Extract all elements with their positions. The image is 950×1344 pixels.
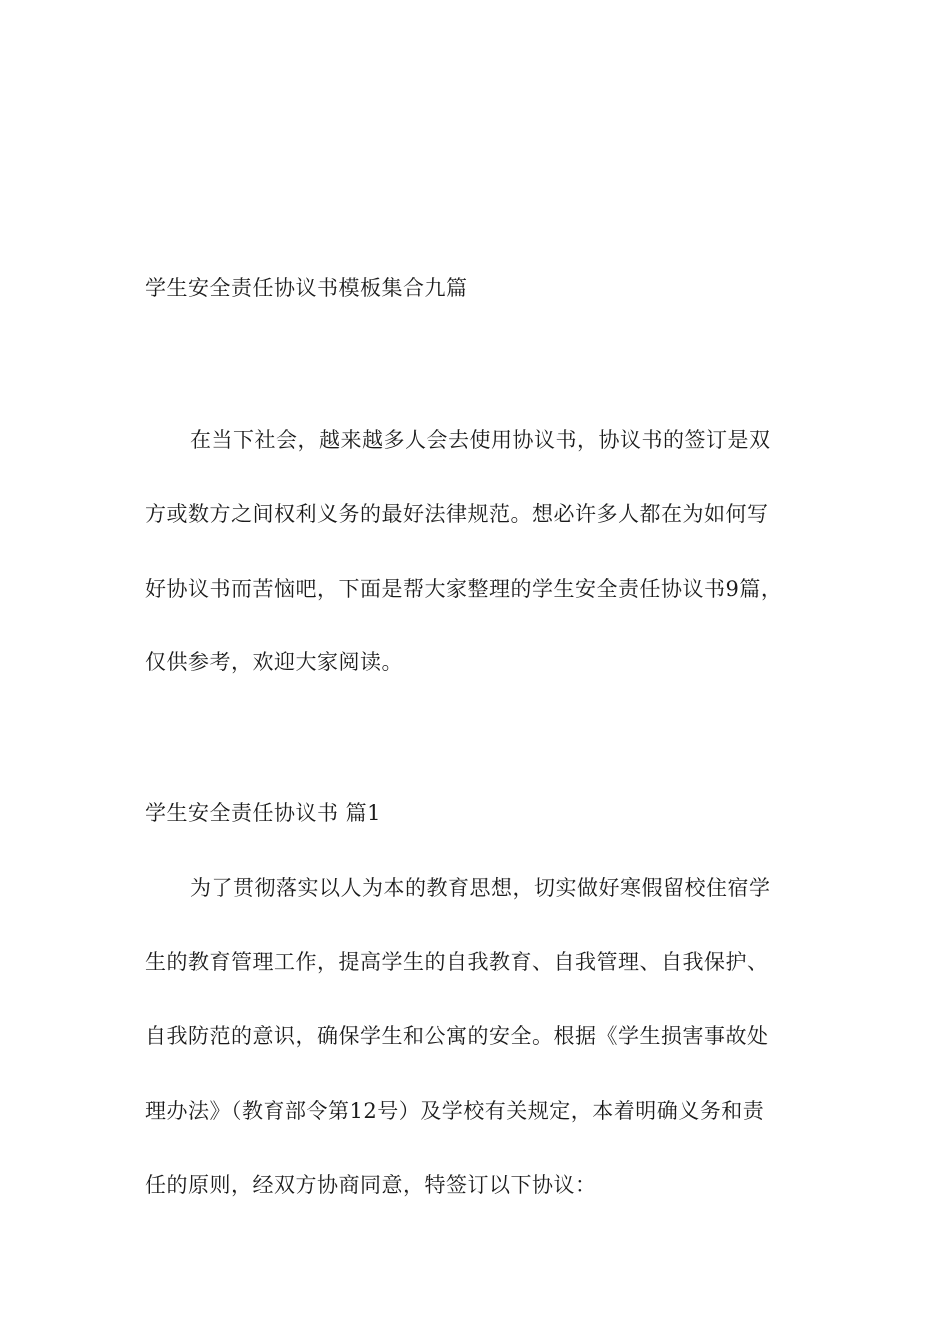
document-title: 学生安全责任协议书模板集合九篇 [145,276,468,300]
section-1-heading: 学生安全责任协议书 篇1 [145,801,382,825]
section-1-line-3: 自我防范的意识，确保学生和公寓的安全。根据《学生损害事故处 [145,1024,769,1048]
intro-line-3: 好协议书而苦恼吧，下面是帮大家整理的学生安全责任协议书9篇， [145,577,783,601]
section-1-line-4: 理办法》（教育部令第12号）及学校有关规定，本着明确义务和责 [145,1099,765,1123]
section-1-line-5: 任的原则，经双方协商同意，特签订以下协议： [145,1173,597,1197]
intro-line-4: 仅供参考，欢迎大家阅读。 [145,650,403,674]
intro-line-2: 方或数方之间权利义务的最好法律规范。想必许多人都在为如何写 [145,502,769,526]
section-1-line-2: 生的教育管理工作，提高学生的自我教育、自我管理、自我保护、 [145,950,769,974]
intro-line-1: 在当下社会，越来越多人会去使用协议书，协议书的签订是双 [190,428,771,452]
section-1-line-1: 为了贯彻落实以人为本的教育思想，切实做好寒假留校住宿学 [190,876,771,900]
